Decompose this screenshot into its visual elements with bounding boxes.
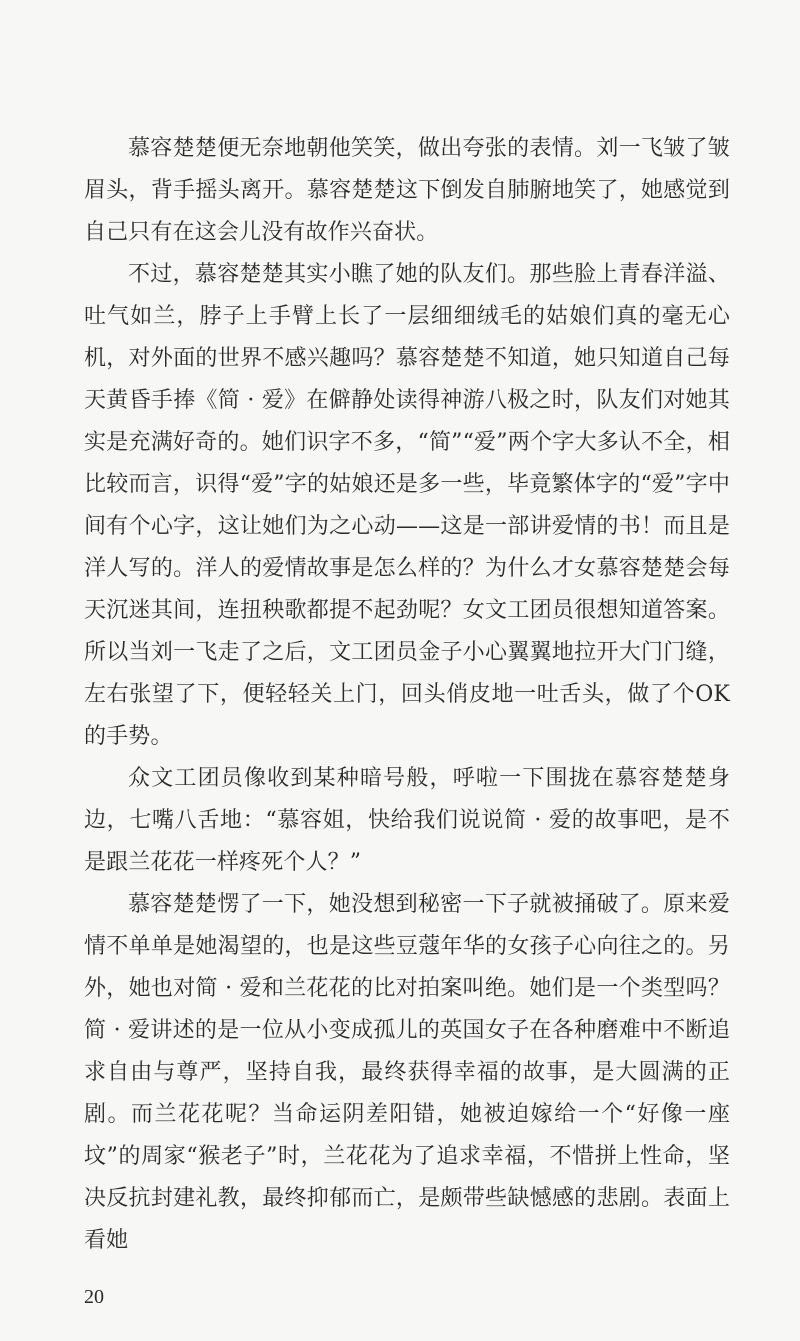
paragraph-2: 不过，慕容楚楚其实小瞧了她的队友们。那些脸上青春洋溢、吐气如兰，脖子上手臂上长了一层细细绒毛的姑娘们真的毫无心机，对外面的世界不感兴趣吗？慕容楚楚不知道，她只知道自己每天黄昏手捧《简 · 爱》在僻静处读得神游八极之时，队友们对她其实是充满好奇的。她们识字不多，“简”“爱”两个字大多认不全，相比较而言，识得“爱”字的姑娘还是多一些，毕竟繁体字的“爱”字中间有个心字，这让她们为之心动——这是一部讲爱情的书！而且是洋人写的。洋人的爱情故事是怎么样的？为什么才女慕容楚楚会每天沉迷其间，连扭秧歌都提不起劲呢？女文工团员很想知道答案。所以当刘一飞走了之后，文工团员金子小心翼翼地拉开大门门缝，左右张望了下，便轻轻关上门，回头俏皮地一吐舌头，做了个OK 的手势。 xyxy=(84,262,730,749)
paragraph-1: 慕容楚楚便无奈地朝他笑笑，做出夸张的表情。刘一飞皱了皱眉头，背手摇头离开。慕容楚楚这下倒发自肺腑地笑了，她感觉到自己只有在这会儿没有故作兴奋状。 xyxy=(84,136,730,245)
page-body xyxy=(84,128,730,1262)
paragraph-3: 众文工团员像收到某种暗号般，呼啦一下围拢在慕容楚楚身边，七嘴八舌地：“慕容姐，快给我们说说简 · 爱的故事吧，是不是跟兰花花一样疼死个人？” xyxy=(84,766,730,875)
page-number: 20 xyxy=(84,1286,104,1308)
paragraph-4: 慕容楚楚愣了一下，她没想到秘密一下子就被捅破了。原来爱情不单单是她渴望的，也是这些豆蔻年华的女孩子心向往之的。另外，她也对简 · 爱和兰花花的比对拍案叫绝。她们是一个类型吗？简 · 爱讲述的是一位从小变成孤儿的英国女子在各种磨难中不断追求自由与尊严，坚持自我，最终获得幸福的故事，是大圆满的正剧。而兰花花呢？当命运阴差阳错，她被迫嫁给一个“好像一座坟”的周家“猴老子”时，兰花花为了追求幸福，不惜拼上性命，坚决反抗封建礼教，最终抑郁而亡，是颇带些缺憾感的悲剧。表面上看她 xyxy=(84,892,730,1253)
